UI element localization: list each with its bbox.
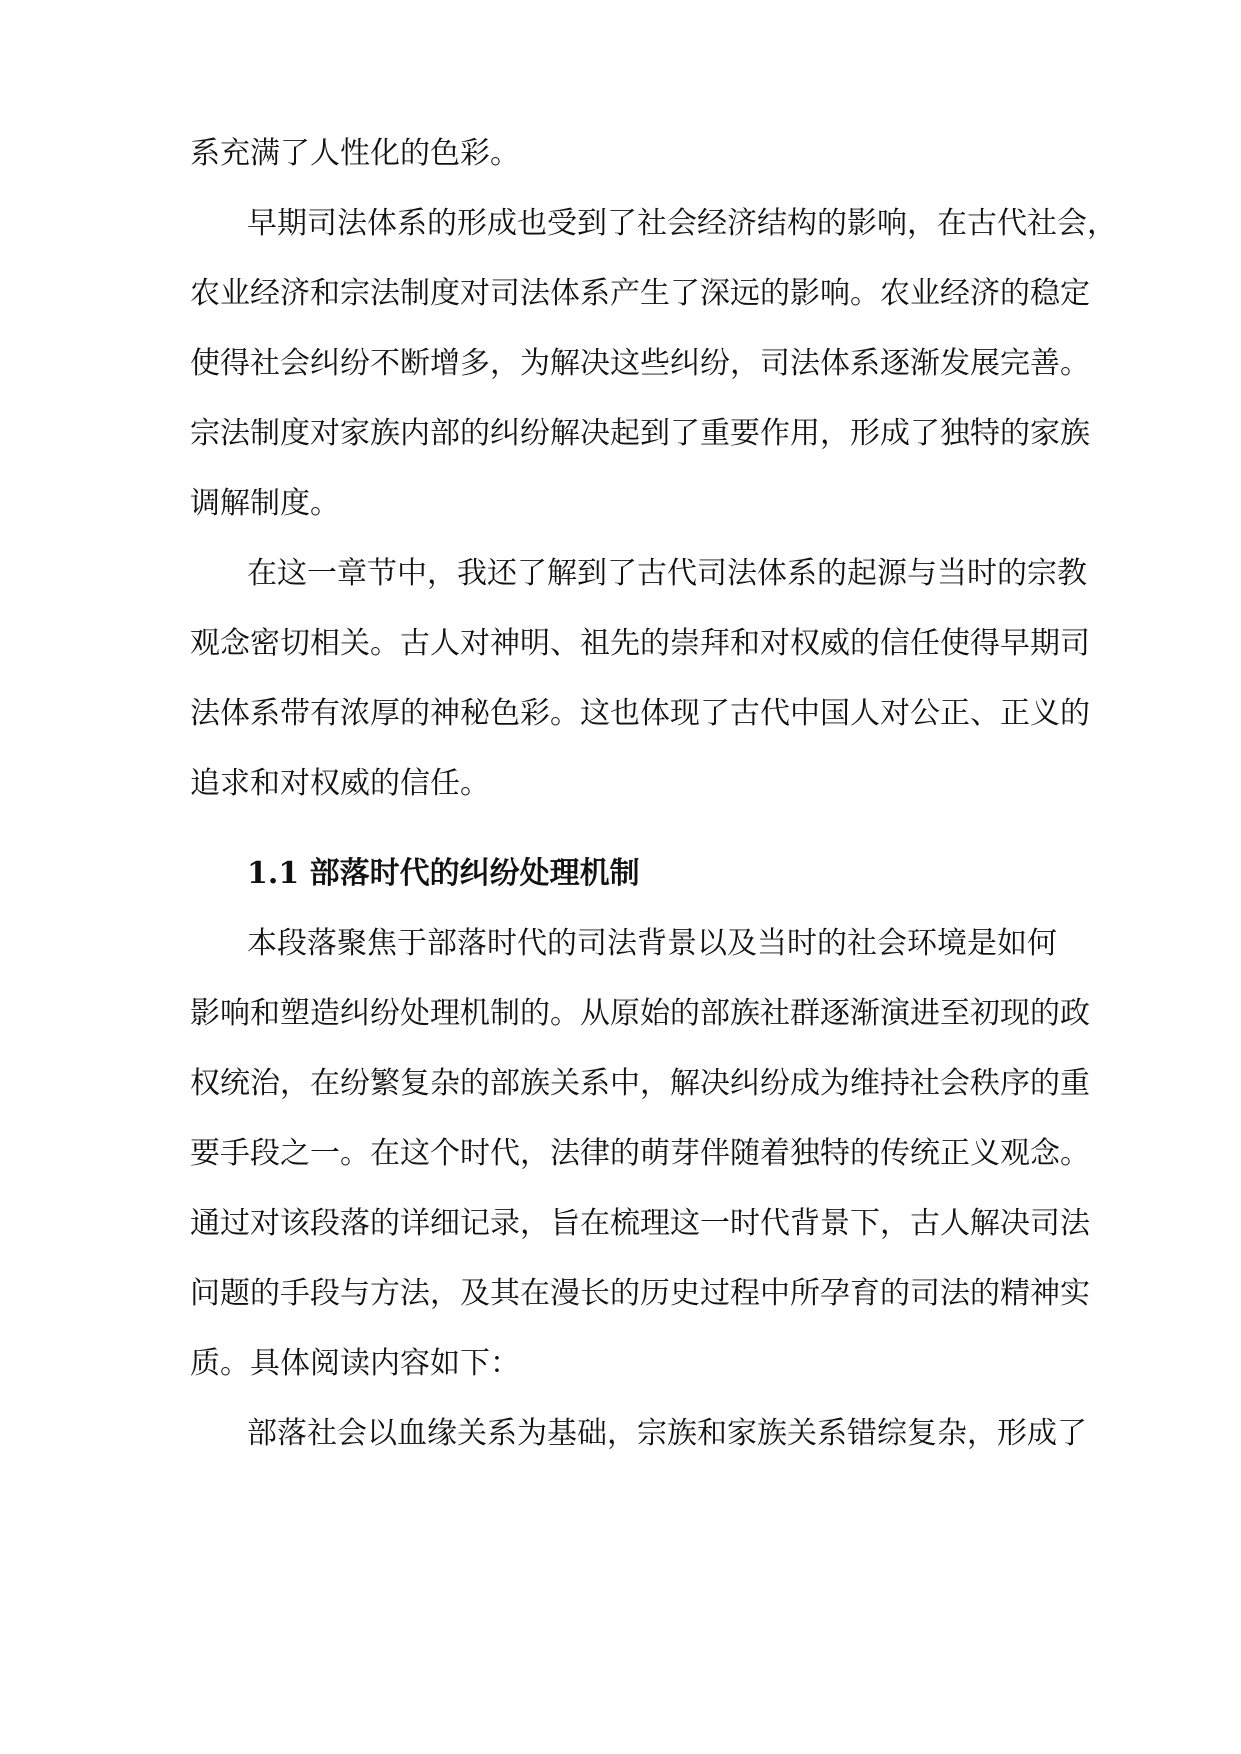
- text-line: 法体系带有浓厚的神秘色彩。这也体现了古代中国人对公正、正义的: [190, 696, 1090, 731]
- text-line: 在这一章节中，我还了解到了古代司法体系的起源与当时的宗教: [247, 556, 1087, 591]
- text-line: 调解制度。: [190, 486, 340, 521]
- text-line: 宗法制度对家族内部的纠纷解决起到了重要作用，形成了独特的家族: [190, 416, 1090, 451]
- text-line: 农业经济和宗法制度对司法体系产生了深远的影响。农业经济的稳定: [190, 276, 1090, 311]
- text-line: 部落社会以血缘关系为基础，宗族和家族关系错综复杂，形成了: [247, 1416, 1087, 1451]
- text-line: 权统治，在纷繁复杂的部族关系中，解决纠纷成为维持社会秩序的重: [190, 1066, 1090, 1101]
- text-line: 观念密切相关。古人对神明、祖先的崇拜和对权威的信任使得早期司: [190, 626, 1090, 661]
- text-line: 问题的手段与方法，及其在漫长的历史过程中所孕育的司法的精神实: [190, 1276, 1090, 1311]
- text-line: 通过对该段落的详细记录，旨在梳理这一时代背景下，古人解决司法: [190, 1206, 1090, 1241]
- section-heading: 1.1 部落时代的纠纷处理机制: [247, 856, 640, 891]
- text-line: 影响和塑造纠纷处理机制的。从原始的部族社群逐渐演进至初现的政: [190, 996, 1090, 1031]
- text-line: 追求和对权威的信任。: [190, 766, 490, 801]
- text-line: 要手段之一。在这个时代，法律的萌芽伴随着独特的传统正义观念。: [190, 1136, 1090, 1171]
- text-line: 本段落聚焦于部落时代的司法背景以及当时的社会环境是如何: [247, 926, 1057, 961]
- text-line: 质。具体阅读内容如下：: [190, 1346, 520, 1381]
- text-line: 系充满了人性化的色彩。: [190, 136, 520, 171]
- text-line: 早期司法体系的形成也受到了社会经济结构的影响，在古代社会，: [247, 206, 1117, 241]
- text-line: 使得社会纠纷不断增多，为解决这些纠纷，司法体系逐渐发展完善。: [190, 346, 1090, 381]
